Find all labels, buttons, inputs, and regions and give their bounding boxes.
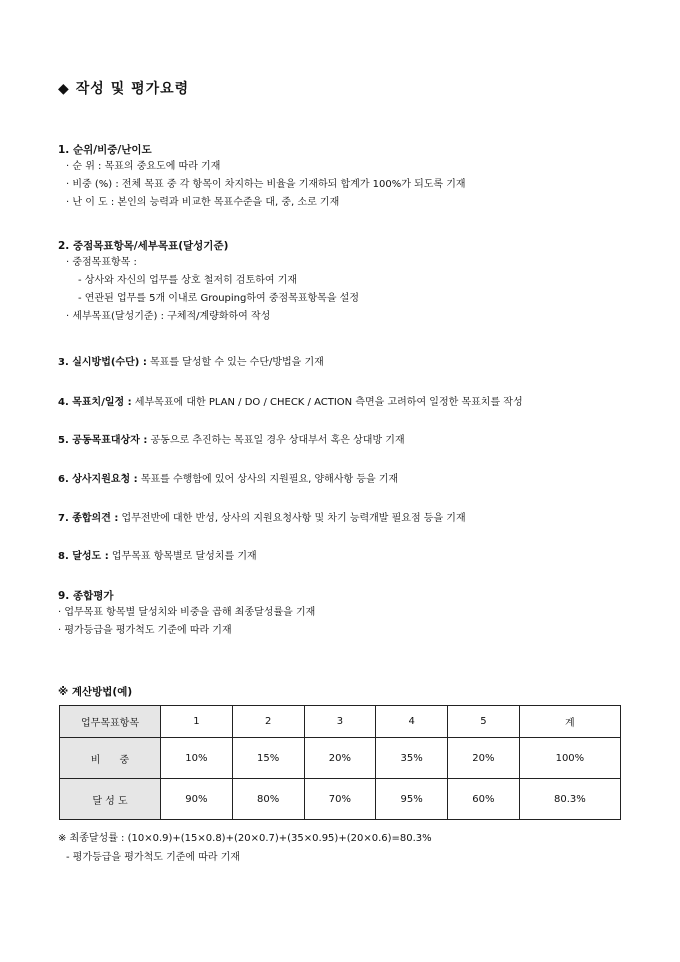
table-cell: 2 <box>232 706 304 738</box>
table-cell: 10% <box>161 738 233 779</box>
section-8 <box>58 548 658 566</box>
section-2-line: · 중점목표항목 : <box>66 257 137 268</box>
section-1-line: · 난 이 도 : 본인의 능력과 비교한 목표수준을 대, 중, 소로 기재 <box>66 197 340 208</box>
section-9 <box>58 588 658 640</box>
calc-note-formula: ※ 최종달성률 : (10×0.9)+(15×0.8)+(20×0.7)+(35×0.95)+(20×0.6)=80.3% <box>58 833 432 844</box>
table-cell: 5 <box>448 706 520 738</box>
section-2-line: - 상사와 자신의 업무를 상호 철저히 검토하여 기재 <box>78 275 298 286</box>
section-7-heading: 7. 종합의견 : <box>58 513 119 524</box>
table-cell: 비 중 <box>60 738 161 779</box>
section-4-heading: 4. 목표치/일정 : <box>58 397 132 408</box>
table-cell: 95% <box>376 779 448 820</box>
section-2-heading: 2. 중점목표항목/세부목표(달성기준) <box>58 240 229 252</box>
table-cell: 80.3% <box>519 779 620 820</box>
table-cell: 3 <box>304 706 376 738</box>
table-cell: 1 <box>161 706 233 738</box>
table-cell: 100% <box>519 738 620 779</box>
page-title-text: 작성 및 평가요령 <box>75 81 190 97</box>
section-3 <box>58 354 658 372</box>
table-cell: 90% <box>161 779 233 820</box>
section-8-text: 업무목표 항목별로 달성치를 기재 <box>108 551 257 562</box>
diamond-bullet-icon: ◆ <box>58 81 70 97</box>
calc-title: ※ 계산방법(예) <box>58 686 133 698</box>
section-3-heading: 3. 실시방법(수단) : <box>58 357 147 368</box>
table-cell: 70% <box>304 779 376 820</box>
section-7 <box>58 510 658 528</box>
table-cell: 35% <box>376 738 448 779</box>
section-8-heading: 8. 달성도 : <box>58 551 109 562</box>
section-9-heading: 9. 종합평가 <box>58 590 114 602</box>
table-cell: 80% <box>232 779 304 820</box>
section-5-text: 공동으로 추진하는 목표일 경우 상대부서 혹은 상대방 기재 <box>147 435 405 446</box>
calc-table <box>59 705 621 820</box>
table-row <box>60 738 621 779</box>
section-5 <box>58 432 658 450</box>
calc-note-grade: - 평가등급을 평가척도 기준에 따라 기재 <box>66 852 241 863</box>
section-7-text: 업무전반에 대한 반성, 상사의 지원요청사항 및 차기 능력개발 필요점 등을 기재 <box>118 513 466 524</box>
page-title <box>58 78 189 98</box>
section-1 <box>58 142 658 212</box>
section-2-line: - 연관된 업무를 5개 이내로 Grouping하여 중점목표항목을 설정 <box>78 293 359 304</box>
table-row <box>60 779 621 820</box>
section-2 <box>58 238 658 326</box>
table-cell: 15% <box>232 738 304 779</box>
section-2-line: · 세부목표(달성기준) : 구체적/계량화하여 작성 <box>66 311 271 322</box>
table-cell: 60% <box>448 779 520 820</box>
table-cell: 업무목표항목 <box>60 706 161 738</box>
table-cell: 계 <box>519 706 620 738</box>
table-cell: 달 성 도 <box>60 779 161 820</box>
table-cell: 20% <box>304 738 376 779</box>
section-1-line: · 순 위 : 목표의 중요도에 따라 기재 <box>66 161 221 172</box>
section-4-text: 세부목표에 대한 PLAN / DO / CHECK / ACTION 측면을 고려하여 일정한 목표치를 작성 <box>131 397 523 408</box>
section-9-line: · 평가등급을 평가척도 기준에 따라 기재 <box>58 625 232 636</box>
table-cell: 20% <box>448 738 520 779</box>
section-3-text: 목표를 달성할 수 있는 수단/방법을 기재 <box>146 357 324 368</box>
section-5-heading: 5. 공동목표대상자 : <box>58 435 148 446</box>
section-6 <box>58 471 658 489</box>
section-1-heading: 1. 순위/비중/난이도 <box>58 144 152 156</box>
table-cell: 4 <box>376 706 448 738</box>
table-row <box>60 706 621 738</box>
section-6-text: 목표를 수행함에 있어 상사의 지원필요, 양해사항 등을 기재 <box>137 474 399 485</box>
section-1-line: · 비중 (%) : 전체 목표 중 각 항목이 차지하는 비율을 기재하되 합계가 100%가 되도록 기재 <box>66 179 466 190</box>
section-4 <box>58 394 658 412</box>
section-9-line: · 업무목표 항목별 달성치와 비중을 곱해 최종달성률을 기재 <box>58 607 316 618</box>
section-6-heading: 6. 상사지원요청 : <box>58 474 138 485</box>
